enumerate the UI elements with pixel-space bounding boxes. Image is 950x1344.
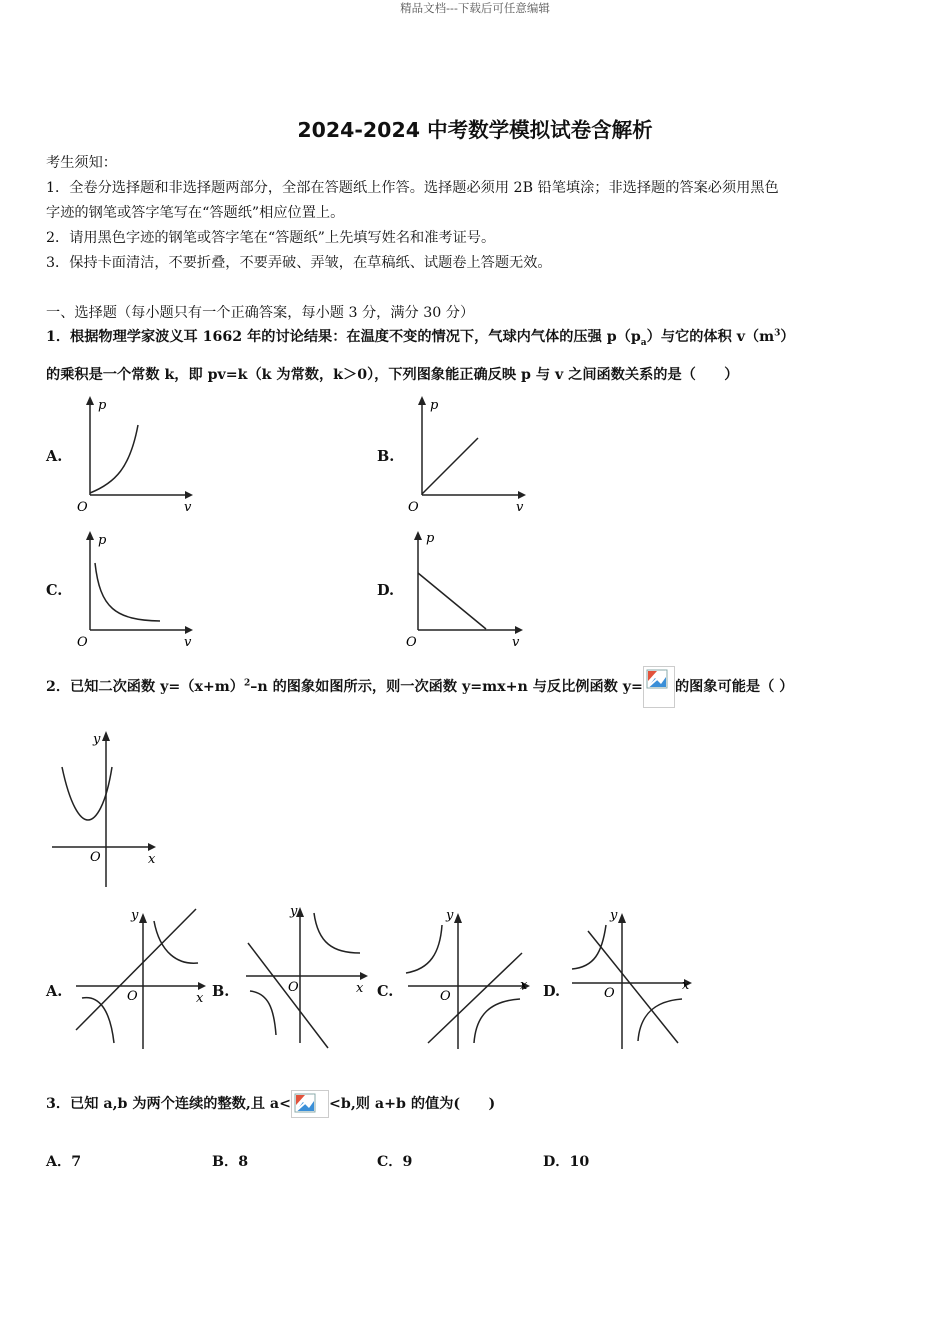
q1-graph-c (70, 528, 195, 648)
hyperbola-branch (250, 991, 276, 1035)
y-arrow (139, 913, 147, 923)
hyperbola-branch (82, 998, 114, 1043)
origin-label: O (288, 980, 299, 995)
axis-label-x: x (520, 978, 528, 993)
x-arrow (518, 491, 526, 499)
notice-item: 1．全卷分选择题和非选择题两部分，全部在答题纸上作答。选择题必须用 2B 铅笔填涂；非选择题的答案必须用黑色 (46, 180, 779, 196)
x-arrow (515, 626, 523, 634)
q1-option-d-label: D. (377, 582, 395, 599)
y-arrow (414, 531, 422, 540)
page-title: 2024-2024 中考数学模拟试卷含解析 (297, 118, 653, 142)
q1-option-c-label: C. (46, 582, 63, 599)
axis-label-v: v (512, 635, 520, 648)
hyperbola-branch (154, 921, 198, 963)
axis-label-p: p (426, 531, 435, 546)
q1-graph-d (400, 528, 530, 648)
axis-label-y: y (131, 908, 139, 923)
x-arrow (185, 491, 193, 499)
y-arrow (618, 913, 626, 923)
q2-parabola-graph (48, 725, 168, 890)
q2-graph-b (238, 903, 380, 1053)
axis-label-v: v (184, 500, 192, 513)
curve (90, 425, 138, 493)
origin-label: O (440, 989, 451, 1004)
line (418, 573, 486, 629)
q2-option-d-label: D. (543, 983, 561, 1000)
q2-option-a-label: A. (46, 983, 63, 1000)
line (588, 931, 678, 1043)
broken-image-icon (643, 666, 675, 708)
axis-label-x: x (196, 991, 204, 1006)
origin-label: O (127, 989, 138, 1004)
axis-label-x: x (148, 852, 156, 867)
axis-label-p: p (98, 398, 107, 413)
y-arrow (102, 731, 110, 741)
q1-text-line2: 的乘积是一个常数 k，即 pv=k（k 为常数，k＞0），下列图象能正确反映 p 与 v 之间函数关系的是（ ） (46, 367, 739, 383)
section-heading: 一、选择题（每小题只有一个正确答案，每小题 3 分，满分 30 分） (46, 305, 475, 321)
q1-text-line1: 1．根据物理学家波义耳 1662 年的讨论结果：在温度不变的情况下，气球内气体的压强 $p(p_a)$与它的体积 $v(m^3)$ (46, 328, 795, 348)
axis-label-y: y (93, 732, 101, 747)
curve (95, 563, 160, 621)
q3-option-d: D．10 (543, 1154, 590, 1170)
q1-graph-b (400, 393, 530, 513)
x-arrow (360, 972, 368, 980)
line (248, 943, 328, 1048)
axis-label-x: x (356, 981, 364, 996)
origin-label: O (90, 850, 101, 865)
q3-option-b: B．8 (212, 1154, 249, 1170)
hyperbola-branch (406, 925, 442, 973)
axis-label-y: y (610, 908, 618, 923)
notice-item: 3．保持卡面清洁，不要折叠，不要弄破、弄皱，在草稿纸、试题卷上答题无效。 (46, 255, 552, 271)
x-arrow (198, 982, 206, 990)
hyperbola-branch (474, 999, 520, 1043)
notice-heading: 考生须知： (46, 155, 117, 171)
hyperbola-branch (314, 913, 360, 953)
axis-label-y: y (446, 908, 454, 923)
q3-text: 3．已知 a,b 为两个连续的整数,且 a< <b,则 a+b 的值为( ) (46, 1090, 495, 1118)
q1-option-a-label: A. (46, 448, 63, 465)
y-arrow (418, 396, 426, 405)
parabola (62, 767, 112, 820)
q2-option-c-label: C. (377, 983, 394, 1000)
origin-label: O (77, 635, 88, 648)
y-arrow (86, 396, 94, 405)
line (422, 438, 478, 494)
q3-option-c: C．9 (377, 1154, 413, 1170)
q1-graph-a (70, 393, 195, 513)
q2-option-b-label: B. (212, 983, 230, 1000)
axis-label-v: v (184, 635, 192, 648)
q2-graph-d (566, 903, 708, 1053)
axis-label-x: x (682, 978, 690, 993)
axis-label-p: p (430, 398, 439, 413)
q3-option-a: A．7 (46, 1154, 82, 1170)
y-arrow (454, 913, 462, 923)
q2-text: 2．已知二次函数 $y=(x+m)^2-n$ 的图象如图所示，则一次函数 y=mx+n 与反比例函数 y= 的图象可能是（ ） (46, 666, 793, 708)
origin-label: O (77, 500, 88, 513)
origin-label: O (408, 500, 419, 513)
x-arrow (185, 626, 193, 634)
origin-label: O (604, 986, 615, 1001)
line (76, 909, 196, 1030)
axis-label-p: p (98, 533, 107, 548)
q2-graph-c (400, 903, 542, 1053)
origin-label: O (406, 635, 417, 648)
notice-item: 字迹的钢笔或答字笔写在“答题纸”相应位置上。 (46, 205, 345, 221)
axis-label-v: v (516, 500, 524, 513)
y-arrow (86, 531, 94, 540)
notice-item: 2．请用黑色字迹的钢笔或答字笔在“答题纸”上先填写姓名和准考证号。 (46, 230, 496, 246)
q1-option-b-label: B. (377, 448, 395, 465)
broken-image-icon (291, 1090, 329, 1118)
q2-graph-a (68, 903, 210, 1053)
axis-label-y: y (290, 904, 298, 919)
header-watermark: 精品文档---下载后可任意编辑 (400, 1, 550, 15)
x-arrow (148, 843, 156, 851)
